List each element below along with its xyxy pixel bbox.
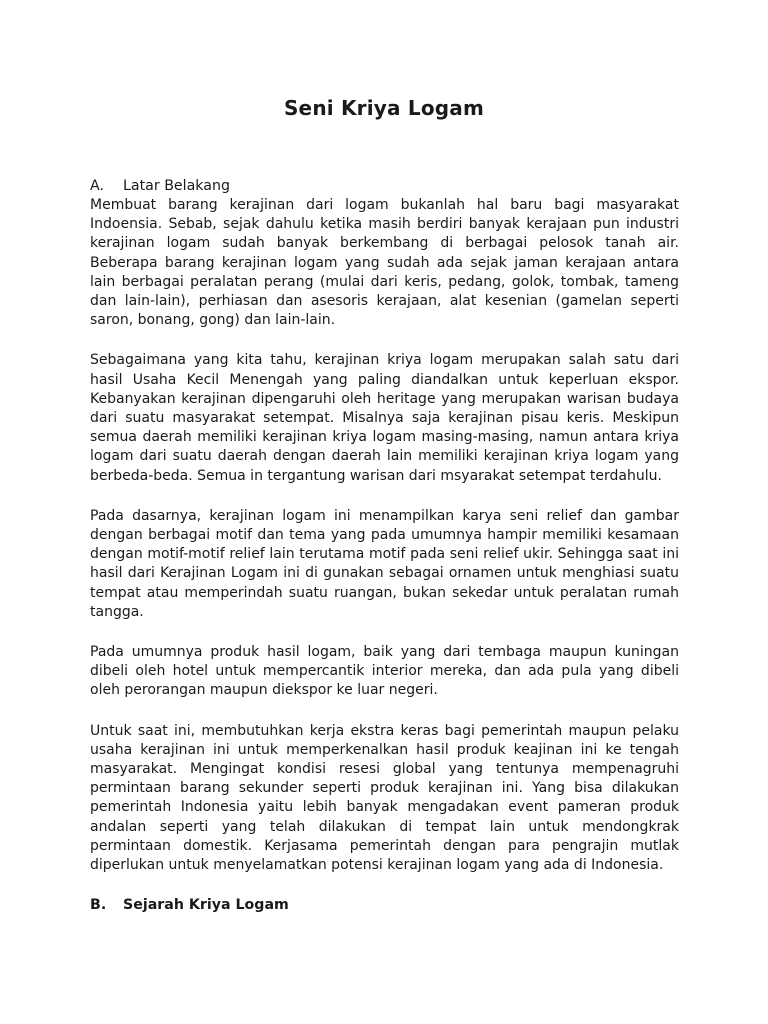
section-number-a: A. (90, 178, 104, 194)
document-body (90, 177, 679, 915)
paragraph-5: Untuk saat ini, membutuhkan kerja ekstra keras bagi pemerintah maupun pelaku usaha kerajinan ini untuk memperkenalkan hasil produk keajinan ini ke tengah masyarakat. Mengingat kondisi resesi global yang tentunya mempenagruhi permintaan barang sekunder seperti produk kerajinan ini. Yang bisa dilakukan pemerintah Indonesia yaitu lebih banyak mengadakan event pameran produk andalan seperti yang telah dilakukan di tempat lain untuk mendongkrak permintaan domestik. Kerjasama pemerintah dengan para pengrajin mutlak diperlukan untuk menyelamatkan potensi kerajinan logam yang ada di Indonesia. (90, 722, 679, 874)
section-heading-b (90, 896, 679, 915)
section-title-a: Latar Belakang (123, 178, 230, 194)
paragraph-1: Membuat barang kerajinan dari logam bukanlah hal baru bagi masyarakat Indoensia. Sebab, sejak dahulu ketika masih berdiri banyak kerajaan pun industri kerajinan logam sudah banyak berkembang di berbagai pelosok tanah air. Beberapa barang kerajinan logam yang sudah ada sejak jaman kerajaan antara lain berbagai peralatan perang (mulai dari keris, pedang, golok, tombak, tameng dan lain-lain), perhiasan dan asesoris kerajaan, alat kesenian (gamelan seperti saron, bonang, gong) dan lain-lain. (90, 197, 679, 329)
page-title: Seni Kriya Logam (283, 96, 485, 120)
paragraph-2: Sebagaimana yang kita tahu, kerajinan kriya logam merupakan salah satu dari hasil Usaha Kecil Menengah yang paling diandalkan untuk keperluan ekspor. Kebanyakan kerajinan dipengaruhi oleh heritage yang merupakan warisan budaya dari suatu masyarakat setempat. Misalnya saja kerajinan pisau keris. Meskipun semua daerah memiliki kerajinan kriya logam masing-masing, namun antara kriya logam dari suatu daerah dengan daerah lain memiliki kerajinan kriya logam yang berbeda-beda. Semua in tergantung warisan dari msyarakat setempat terdahulu. (90, 352, 679, 484)
section-number-b: B. (90, 897, 107, 914)
section-title-b: Sejarah Kriya Logam (123, 897, 289, 914)
section-heading-a (90, 177, 679, 196)
paragraph-3: Pada dasarnya, kerajinan logam ini menampilkan karya seni relief dan gambar dengan berbagai motif dan tema yang pada umumnya hampir memiliki kesamaan dengan motif-motif relief lain terutama motif pada seni relief ukir. Sehingga saat ini hasil dari Kerajinan Logam ini di gunakan sebagai ornamen untuk menghiasi suatu tempat atau memperindah suatu ruangan, bukan sekedar untuk peralatan rumah tangga. (90, 507, 679, 620)
paragraph-4: Pada umumnya produk hasil logam, baik yang dari tembaga maupun kuningan dibeli oleh hotel untuk mempercantik interior mereka, dan ada pula yang dibeli oleh perorangan maupun diekspor ke luar negeri. (90, 644, 679, 699)
